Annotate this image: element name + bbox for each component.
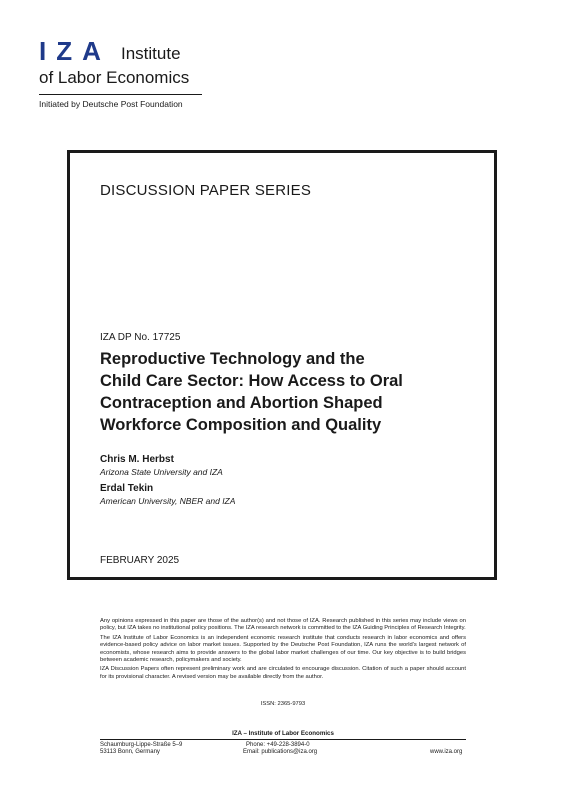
author-name: Chris M. Herbst	[100, 454, 174, 465]
title-line: Child Care Sector: How Access to Oral	[100, 372, 403, 390]
author-affiliation: Arizona State University and IZA	[100, 467, 223, 477]
author-name: Erdal Tekin	[100, 483, 154, 494]
title-line: Workforce Composition and Quality	[100, 416, 382, 434]
logo-letters: IZA	[39, 36, 111, 66]
footer-title: IZA – Institute of Labor Economics	[232, 730, 334, 737]
logo-name-line1: Institute	[121, 44, 181, 63]
logo-name-line2: of Labor Economics	[39, 68, 190, 87]
publication-date: FEBRUARY 2025	[100, 555, 180, 566]
cover-frame	[67, 150, 497, 580]
issn: ISSN: 2365-9793	[260, 701, 306, 707]
logo-tagline: Initiated by Deutsche Post Foundation	[39, 99, 183, 109]
logo-divider	[39, 94, 202, 95]
disclaimer-text	[100, 618, 466, 683]
footer-address-line1: Schaumburg-Lippe-Straße 5–9	[100, 742, 183, 748]
title-line: Reproductive Technology and the	[100, 350, 365, 368]
title-line: Contraception and Abortion Shaped	[100, 394, 383, 412]
footer-address-line2: 53113 Bonn, Germany	[100, 749, 160, 755]
paper-title	[100, 348, 460, 436]
series-title: DISCUSSION PAPER SERIES	[100, 182, 312, 199]
author-affiliation: American University, NBER and IZA	[100, 496, 236, 506]
disclaimer-paragraph: IZA Discussion Papers often represent preliminary work and are circulated to encourage discussion. Citation of such a paper should account for its provisional character. A revised version may be available directly from the author.	[100, 666, 466, 680]
footer-website-link[interactable]: www.iza.org	[430, 749, 463, 755]
footer-divider	[100, 739, 466, 740]
footer-email[interactable]: Email: publications@iza.org	[243, 749, 318, 755]
disclaimer-paragraph: Any opinions expressed in this paper are those of the author(s) and not those of IZA. Research published in this series may include views on policy, but IZA takes no institutional policy positions. The IZA research network is committed to the IZA Guiding Principles of Research Integrity.	[100, 618, 466, 632]
dp-number: IZA DP No. 17725	[100, 332, 181, 343]
disclaimer-paragraph: The IZA Institute of Labor Economics is an independent economic research institute that conducts research in labor economics and offers evidence-based policy advice on labor market issues. Supported by the Deutsche Post Foundation, IZA runs the world’s largest network of economists, whose research aims to provide answers to the global labor market challenges of our time. Our key objective is to build bridges between academic research, policymakers and society.	[100, 634, 466, 664]
footer-phone: Phone: +49-228-3894-0	[246, 742, 310, 748]
